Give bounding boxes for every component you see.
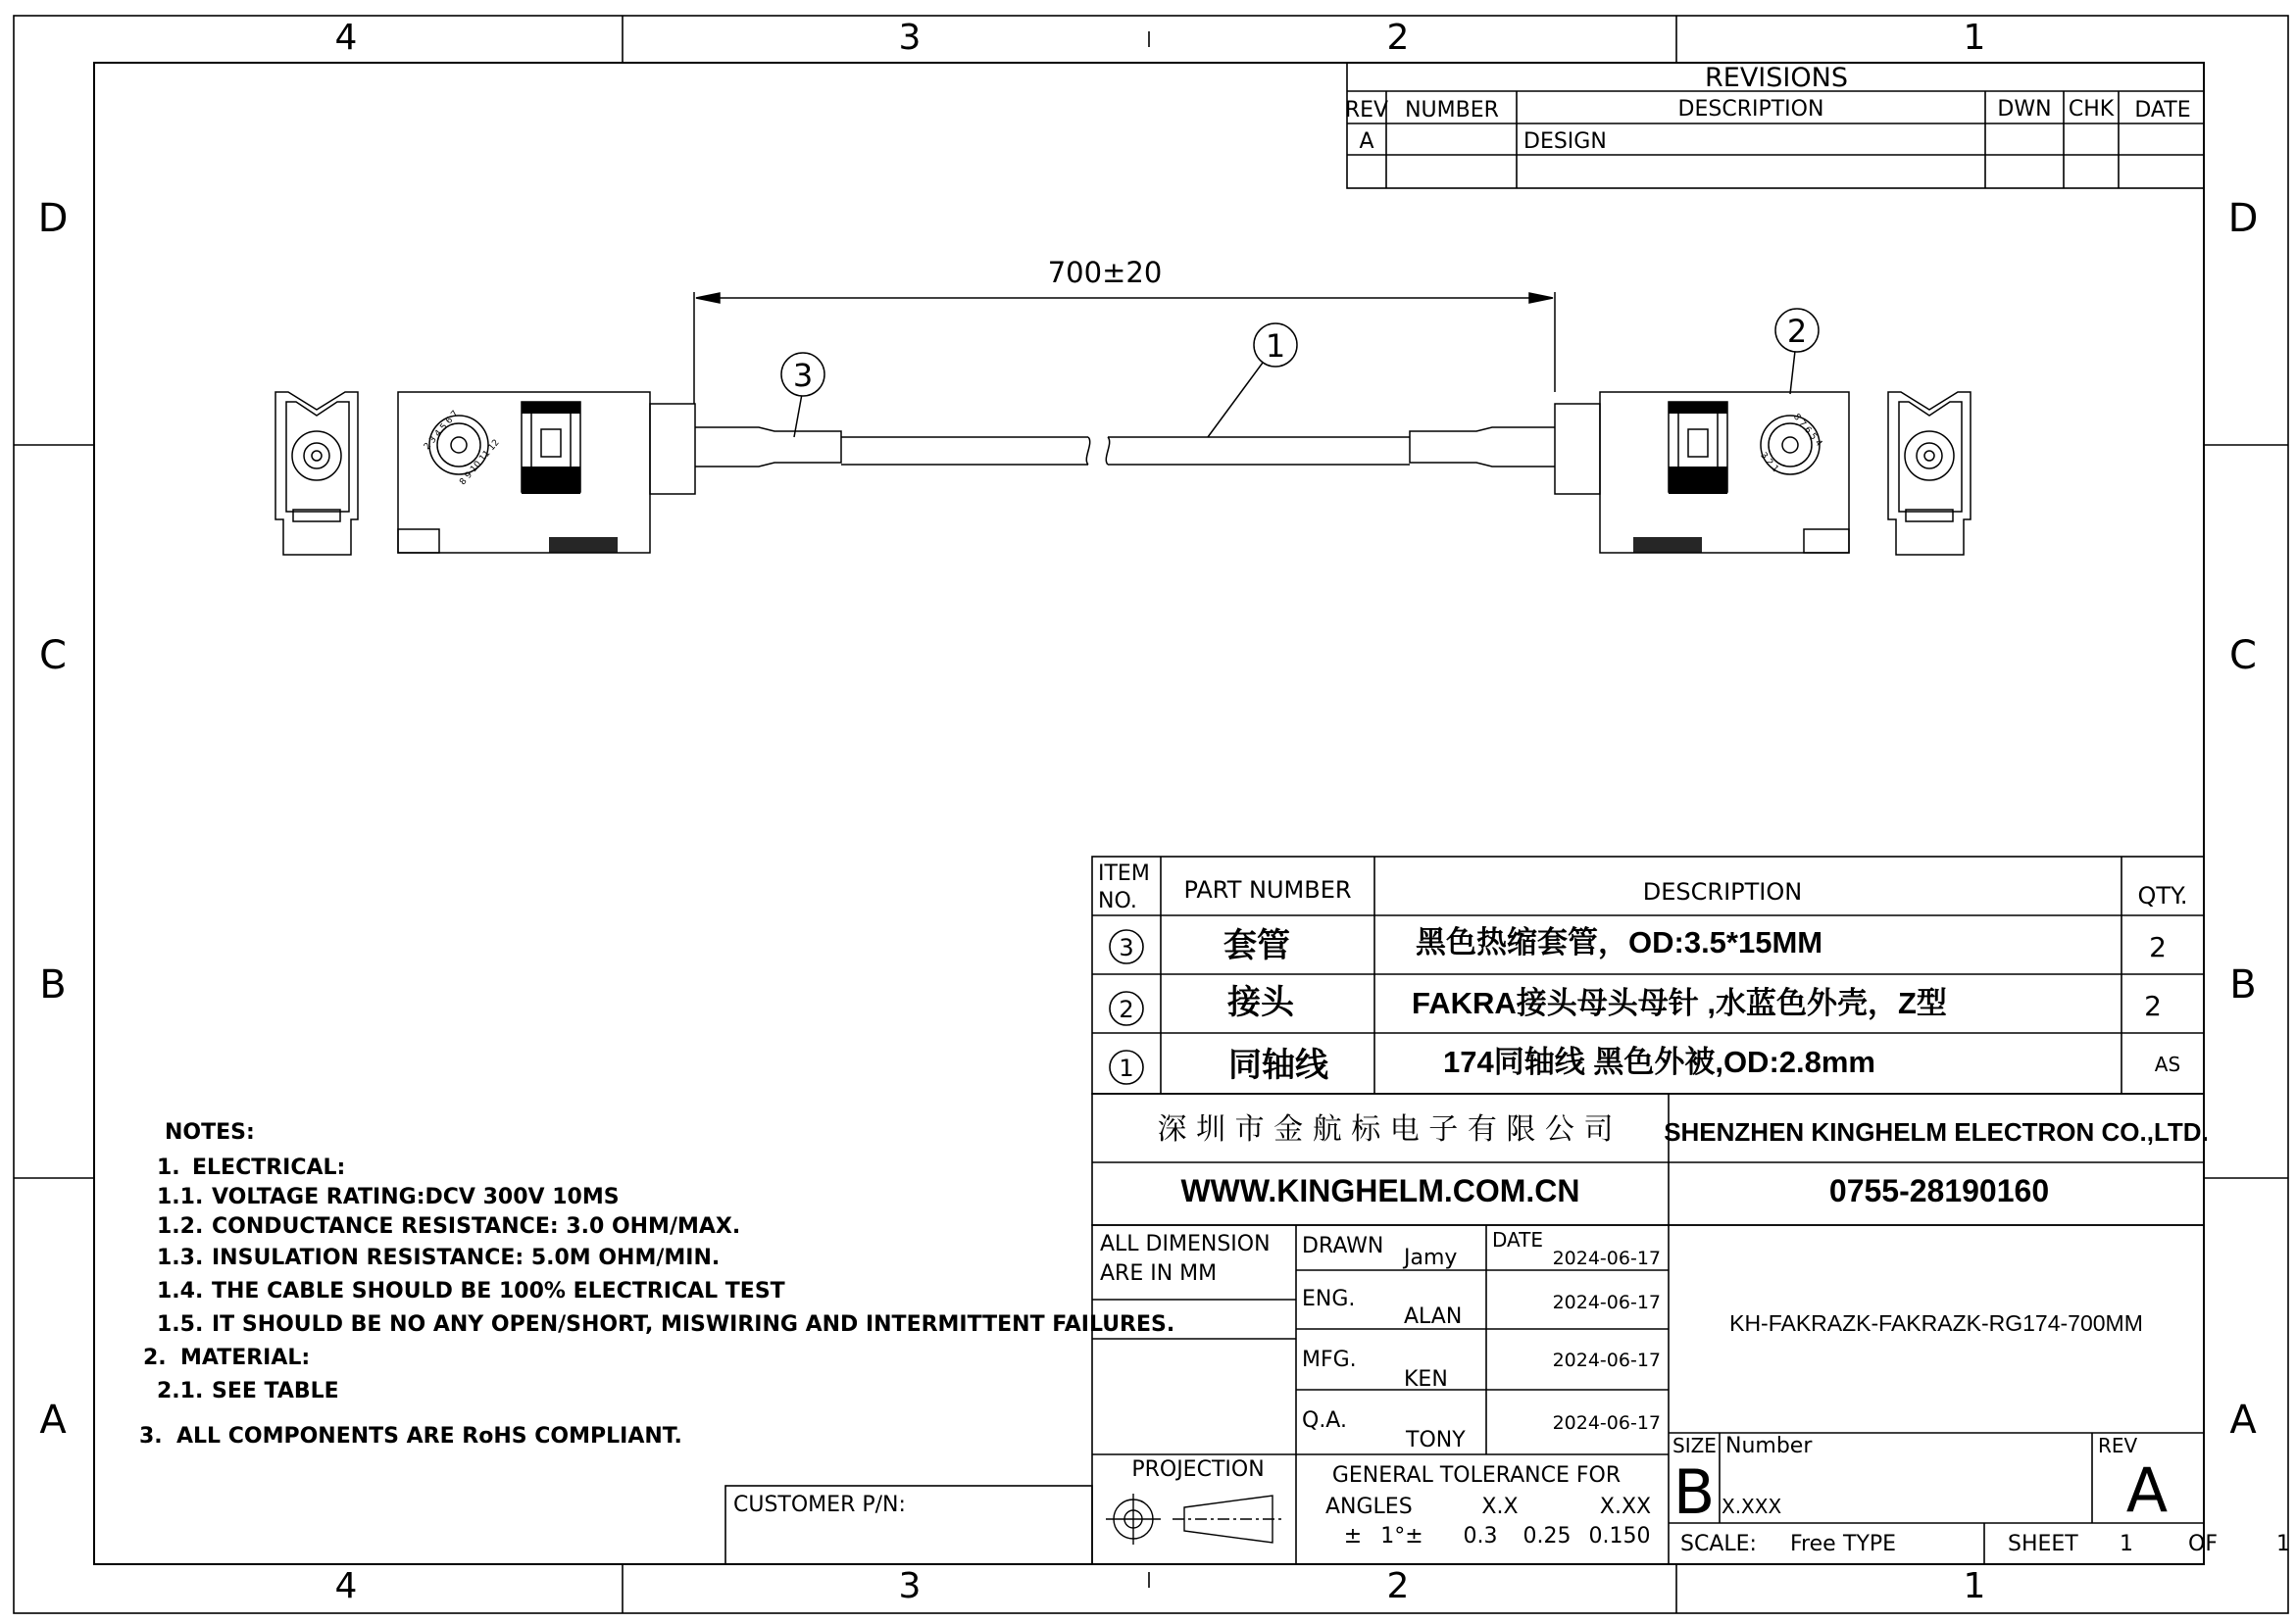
signoff-role: Q.A. (1302, 1408, 1347, 1433)
balloon-2 (1775, 309, 1819, 394)
col-label-top-2: 2 (1386, 18, 1410, 58)
cable-right-segment (1106, 437, 1410, 465)
notes (139, 1120, 1174, 1449)
bom-part: 同轴线 (1228, 1047, 1328, 1084)
bom-qty: 2 (2144, 990, 2162, 1022)
tolerance-header-angles: ANGLES (1325, 1495, 1413, 1519)
tolerance-value: 0.150 (1588, 1524, 1651, 1549)
col-label-top-1: 1 (1963, 18, 1986, 58)
scale-value: Free (1790, 1532, 1836, 1556)
row-label-right-C: C (2229, 633, 2257, 678)
tolerance-title: GENERAL TOLERANCE FOR (1331, 1463, 1622, 1488)
cable-assembly-drawing (275, 256, 1971, 555)
balloon-1-label: 1 (1265, 327, 1286, 365)
note-text: VOLTAGE RATING:DCV 300V 10MS (212, 1185, 620, 1209)
row-label-left-C: C (39, 633, 67, 678)
bom-header-part-number: PART NUMBER (1183, 876, 1352, 904)
bom-part: 套管 (1223, 927, 1290, 964)
col-label-bottom-3: 3 (898, 1566, 922, 1606)
bom-table (1092, 857, 2204, 1094)
bom-description: 174同轴线 黑色外被,OD:2.8mm (1443, 1045, 1875, 1079)
left-heat-shrink (695, 427, 841, 467)
title-block (1092, 1225, 2290, 1564)
type-label: TYPE (1843, 1532, 1897, 1556)
balloon-3-label: 3 (792, 357, 814, 394)
left-dial-numbers-2: 8 9 10 11 12 (458, 437, 502, 488)
right-connector-body (1555, 392, 1849, 553)
col-label-bottom-1: 1 (1963, 1566, 1986, 1606)
note-num: 1. (157, 1156, 180, 1180)
row-label-left-D: D (37, 196, 69, 241)
signoff-name: ALAN (1404, 1304, 1463, 1329)
units-line2: ARE IN MM (1100, 1261, 1218, 1286)
signoff-name: TONY (1406, 1428, 1466, 1452)
customer-pn-box (725, 1486, 1092, 1564)
note-num: 2.1. (157, 1379, 204, 1403)
rev-header-dwn: DWN (1997, 97, 2052, 122)
of-label: OF (2188, 1532, 2218, 1556)
rev-row-description: DESIGN (1523, 129, 1607, 154)
part-number: KH-FAKRAZK-FAKRAZK-RG174-700MM (1729, 1310, 2143, 1336)
note-num: 1.2. (157, 1214, 204, 1239)
bom-item-number: 2 (1119, 996, 1134, 1023)
right-dial-numbers: 8 7 6 5 4 (1790, 412, 1824, 449)
note-text: ALL COMPONENTS ARE RoHS COMPLIANT. (176, 1424, 682, 1449)
company-name-cn: 深 圳 市 金 航 标 电 子 有 限 公 司 (1157, 1112, 1614, 1147)
rev-row-rev: A (1359, 129, 1374, 154)
number-value: X.XXX (1722, 1495, 1782, 1518)
row-label-right-D: D (2227, 196, 2259, 241)
note-text: IT SHOULD BE NO ANY OPEN/SHORT, MISWIRING AND INTERMITTENT FAILURES. (212, 1312, 1175, 1337)
scale-label: SCALE: (1680, 1532, 1757, 1556)
signoff-name: KEN (1404, 1367, 1448, 1392)
note-text: THE CABLE SHOULD BE 100% ELECTRICAL TEST (212, 1279, 785, 1303)
projection-label: PROJECTION (1131, 1457, 1265, 1482)
tolerance-value: ± (1343, 1524, 1363, 1549)
revisions-title: REVISIONS (1705, 63, 1848, 93)
note-num: 2. (143, 1346, 167, 1370)
revisions-table (1345, 63, 2204, 188)
signoff-role: MFG. (1302, 1348, 1357, 1372)
tolerance-header-xxx: X.XX (1599, 1495, 1652, 1519)
bom-description: 黑色热缩套管，OD:3.5*15MM (1416, 925, 1823, 959)
projection-symbol (1106, 1494, 1284, 1545)
row-label-right-A: A (2229, 1398, 2257, 1443)
left-connector-end-view (275, 392, 358, 555)
company-website: WWW.KINGHELM.COM.CN (1180, 1173, 1580, 1208)
signoff-role: DRAWN (1302, 1234, 1384, 1258)
right-dial-numbers-2: 3 2 1 (1758, 451, 1780, 474)
signoff-role: ENG. (1302, 1287, 1356, 1311)
row-label-left-A: A (39, 1398, 67, 1443)
note-num: 1.1. (157, 1185, 204, 1209)
signoff-date: 2024-06-17 (1552, 1412, 1661, 1434)
row-label-left-B: B (39, 962, 67, 1008)
bom-qty: AS (2154, 1053, 2181, 1076)
bom-header-no: NO. (1098, 889, 1137, 913)
balloon-3 (781, 353, 824, 437)
bom-header-item: ITEM (1098, 861, 1150, 886)
col-label-top-4: 4 (334, 18, 358, 58)
note-num: 1.5. (157, 1312, 204, 1337)
tolerance-header-xx: X.X (1481, 1495, 1519, 1519)
sheet-label: SHEET (2008, 1532, 2078, 1556)
rev-header-date: DATE (2134, 98, 2191, 123)
rev-header-number: NUMBER (1405, 98, 1499, 123)
bom-description: FAKRA接头母头母针 ,水蓝色外壳，Z型 (1412, 986, 1947, 1020)
company-phone: 0755-28190160 (1828, 1173, 2050, 1208)
row-label-right-B: B (2229, 962, 2257, 1008)
signoff-date: 2024-06-17 (1552, 1248, 1661, 1269)
tolerance-value: 0.3 (1463, 1524, 1498, 1549)
left-connector-body (398, 392, 695, 553)
balloon-2-label: 2 (1786, 313, 1808, 350)
col-label-bottom-4: 4 (334, 1566, 358, 1606)
bom-qty: 2 (2149, 931, 2167, 963)
note-num: 1.4. (157, 1279, 204, 1303)
date-label: DATE (1492, 1228, 1544, 1252)
notes-title: NOTES: (165, 1120, 255, 1145)
note-text: INSULATION RESISTANCE: 5.0M OHM/MIN. (212, 1246, 721, 1270)
bom-part: 接头 (1227, 984, 1294, 1021)
col-label-bottom-2: 2 (1386, 1566, 1410, 1606)
size-value: B (1672, 1456, 1716, 1528)
bom-row (1110, 925, 2167, 964)
company-block (1092, 1094, 2209, 1225)
col-label-top-3: 3 (898, 18, 922, 58)
rev-label: REV (2098, 1434, 2138, 1457)
cable-left-segment (841, 437, 1090, 465)
bom-header-description: DESCRIPTION (1642, 878, 1803, 906)
size-label: SIZE (1672, 1434, 1717, 1457)
note-text: MATERIAL: (180, 1346, 311, 1370)
right-heat-shrink (1410, 427, 1555, 467)
signoff-name: Jamy (1404, 1246, 1458, 1270)
bom-item-number: 3 (1119, 934, 1134, 961)
rev-value: A (2125, 1454, 2169, 1526)
number-label: Number (1725, 1434, 1813, 1458)
sheet-value: 1 (2120, 1532, 2133, 1556)
company-name-en: SHENZHEN KINGHELM ELECTRON CO.,LTD. (1664, 1117, 2209, 1147)
of-value: 1 (2276, 1532, 2290, 1556)
rev-header-chk: CHK (2068, 97, 2115, 122)
tolerance-value: 1°± (1380, 1524, 1423, 1549)
bom-row (1110, 984, 2162, 1025)
bom-row (1110, 1045, 2180, 1084)
bom-item-number: 1 (1119, 1055, 1134, 1082)
note-num: 1.3. (157, 1246, 204, 1270)
rev-header-description: DESCRIPTION (1677, 97, 1824, 122)
right-connector-end-view (1888, 392, 1971, 555)
units-line1: ALL DIMENSION (1100, 1232, 1271, 1256)
note-text: ELECTRICAL: (192, 1156, 346, 1180)
balloon-1 (1208, 323, 1297, 437)
tolerance-value: 0.25 (1522, 1524, 1572, 1549)
left-dial-numbers: 2 3 4 5 6 7 (422, 409, 461, 453)
customer-pn-label: CUSTOMER P/N: (733, 1493, 906, 1517)
bom-header-qty: QTY. (2137, 882, 2188, 910)
signoff-date: 2024-06-17 (1552, 1292, 1661, 1313)
signoff-date: 2024-06-17 (1552, 1350, 1661, 1371)
note-text: SEE TABLE (212, 1379, 339, 1403)
note-text: CONDUCTANCE RESISTANCE: 3.0 OHM/MAX. (212, 1214, 741, 1239)
note-num: 3. (139, 1424, 163, 1449)
rev-header-rev: REV (1344, 98, 1389, 123)
dimension-label: 700±20 (1047, 256, 1163, 289)
